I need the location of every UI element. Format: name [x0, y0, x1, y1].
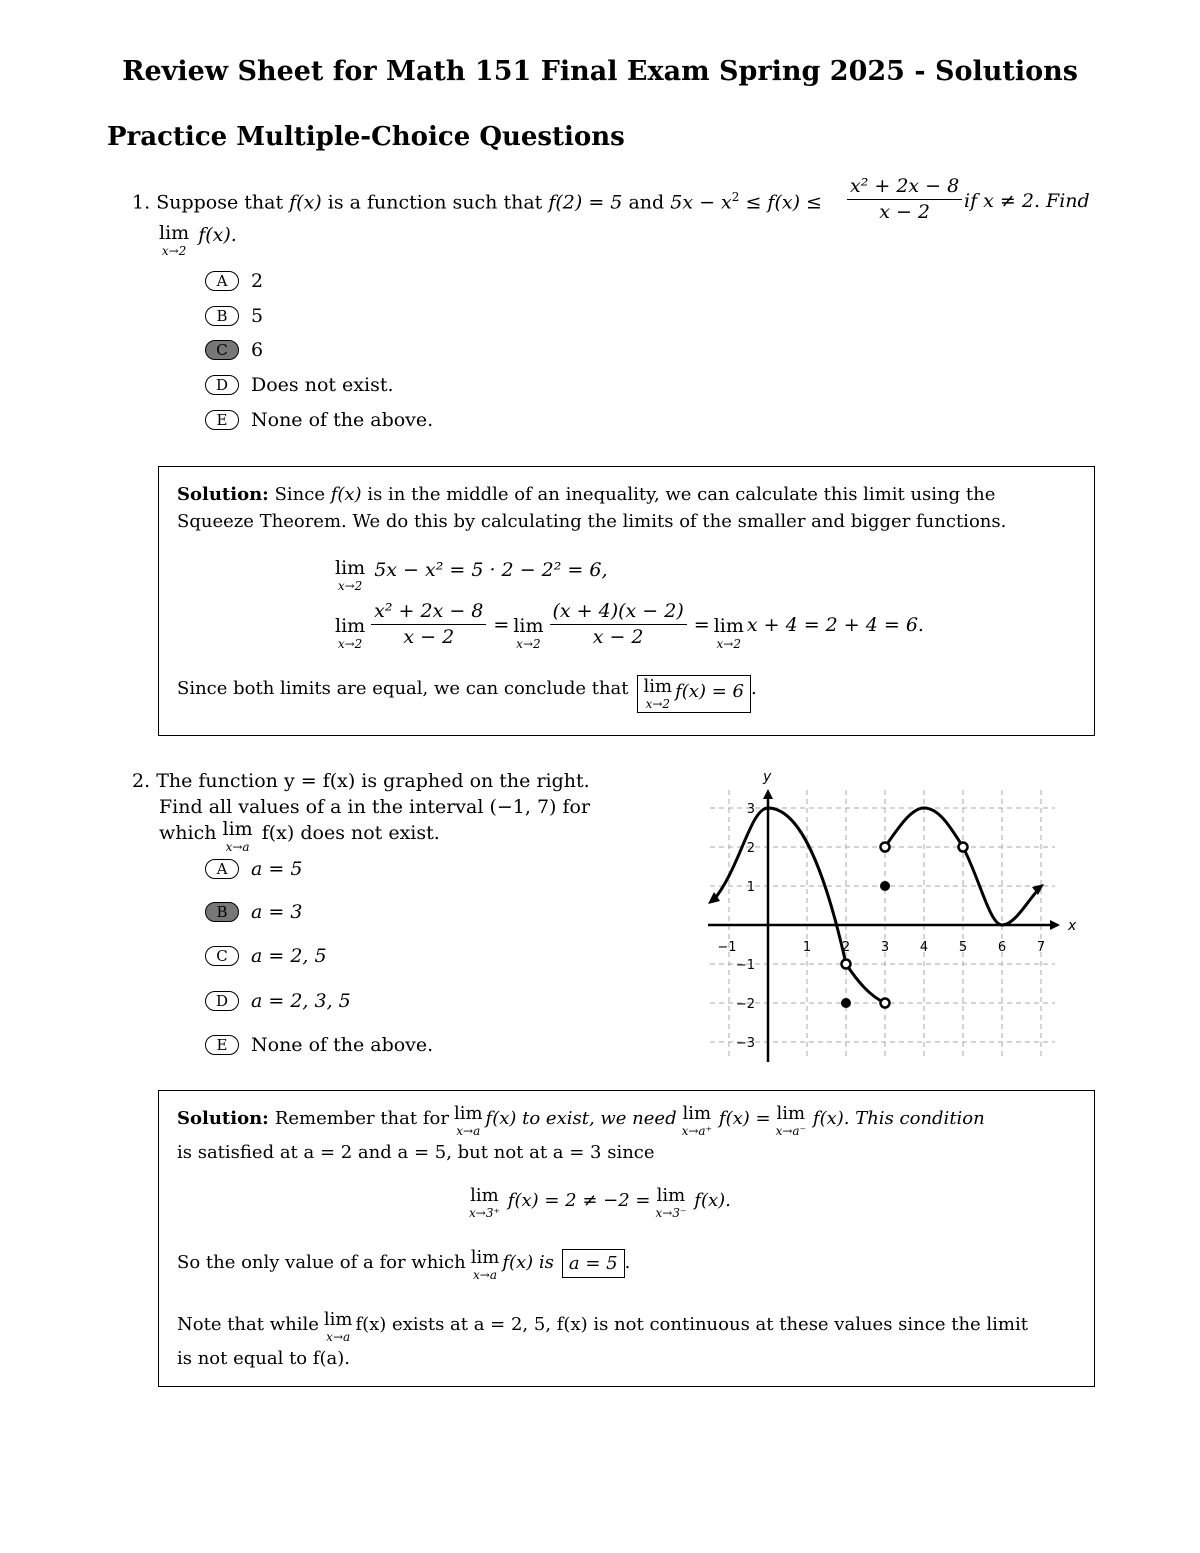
choice-text: 2 [251, 270, 264, 292]
lim-operator: lim [470, 1247, 500, 1268]
solution-text-d: f(x). This condition [812, 1108, 985, 1129]
open-point [881, 843, 890, 852]
choice-bubble[interactable]: C [205, 946, 239, 966]
q1-denominator: x − 2 [879, 200, 931, 223]
eq2-numerator-2: (x + 4)(x − 2) [550, 601, 687, 625]
solution-text-a: Since [274, 484, 325, 505]
lim-subscript: x→2 [337, 637, 363, 651]
q1-f2: f(2) = 5 [548, 191, 623, 214]
y-tick-label: −2 [735, 997, 755, 1012]
y-tick-label: 1 [746, 880, 755, 895]
q1-le: ≤ f(x) ≤ [745, 191, 822, 214]
y-axis-label: y [763, 769, 772, 785]
choice-text: 6 [251, 339, 264, 361]
x-tick-label: 5 [958, 940, 968, 955]
x-axis-arrow [1050, 920, 1060, 930]
lim-operator: lim [656, 1185, 686, 1206]
lim-subscript: x→2 [161, 244, 187, 258]
choice-bubble[interactable]: E [205, 410, 239, 430]
x-tick-label: 1 [802, 940, 812, 955]
choice-c[interactable] [205, 338, 263, 362]
x-tick-label: 4 [919, 940, 929, 955]
q1-lim-expression: f(x). [198, 224, 237, 246]
answer-text: f(x) = 6 [675, 681, 744, 702]
solution-line-2: is satisfied at a = 2 and a = 5, but not at a = 3 since [177, 1142, 655, 1163]
q1-and: and [628, 191, 665, 214]
x-tick-label: 6 [997, 940, 1007, 955]
choice-c[interactable] [205, 944, 327, 968]
q2-line-3a: which [159, 822, 217, 844]
lim-operator: lim [682, 1103, 712, 1124]
lim-operator: lim [643, 676, 673, 697]
lim-operator: lim [513, 615, 544, 637]
choice-text: None of the above. [251, 409, 434, 431]
note-text-a: Note that while [177, 1314, 319, 1335]
lim-subscript: x→a⁺ [681, 1124, 712, 1138]
solution-text-a: Remember that for [274, 1108, 449, 1129]
choice-e[interactable] [205, 1033, 433, 1057]
choice-text: Does not exist. [251, 374, 394, 396]
solution-text-b: f(x) to exist, we need [485, 1108, 677, 1129]
eq2-denominator-1: x − 2 [403, 626, 455, 648]
closed-point [841, 998, 851, 1008]
lim-operator: lim [470, 1185, 499, 1206]
choice-bubble-selected[interactable]: B [205, 902, 239, 922]
eq2-numerator-1: x² + 2x − 8 [371, 601, 486, 625]
note-text-c: is not equal to f(a). [177, 1348, 351, 1369]
q2-line-2: Find all values of a in the interval (−1, 7) for [159, 796, 591, 818]
curve-segment-2 [846, 964, 885, 1003]
conclusion-text-a: So the only value of a for which [177, 1252, 466, 1273]
page-title: Review Sheet for Math 151 Final Exam Spring 2025 - Solutions [122, 56, 1078, 87]
lim-subscript: x→2 [337, 579, 363, 593]
lim-operator: lim [335, 615, 366, 637]
closed-point [880, 881, 890, 891]
y-tick-label: −3 [735, 1036, 755, 1051]
function-graph [700, 765, 1085, 1065]
lim-subscript: x→2 [716, 637, 741, 651]
lim-subscript: x→a [326, 1330, 351, 1344]
y-tick-label: 2 [746, 841, 755, 856]
q2-line-1: The function y = f(x) is graphed on the right. [156, 770, 590, 792]
solution-label: Solution: [177, 1108, 269, 1129]
eq2-denominator-2: x − 2 [592, 626, 644, 648]
q1-text-1: Suppose that [156, 191, 284, 214]
choice-text: a = 2, 5 [251, 945, 327, 967]
conclusion-text: Since both limits are equal, we can conclude that [177, 678, 629, 699]
choice-d[interactable] [205, 989, 351, 1013]
lim-operator: lim [159, 222, 190, 244]
q1-upper-bound-fraction [847, 176, 962, 223]
choice-bubble[interactable]: A [205, 271, 239, 291]
equation-part-b: f(x). [694, 1190, 731, 1211]
answer-box [637, 675, 751, 713]
choice-text: a = 2, 3, 5 [251, 990, 351, 1012]
q1-fx: f(x) [289, 191, 322, 214]
equation-1: 5x − x² = 5 · 2 − 2² = 6, [374, 559, 608, 581]
solution-text-b: is in the middle of an inequality, we can calculate this limit using the Squeeze Theorem. We do this by calculating the limits of the smaller and bigger functions. [177, 484, 1007, 532]
solution-label: Solution: [177, 484, 269, 505]
equation-part-a: f(x) = 2 ≠ −2 = [507, 1190, 651, 1211]
equals-sign: = [493, 613, 510, 636]
q1-numerator: x² + 2x − 8 [847, 176, 962, 200]
lim-operator: lim [713, 615, 744, 637]
question-1-stem: 1. Suppose that f(x) is a function such that f(2) = 5 and $5x - x^2 \le f(x)$ ≤ $\frac{\text{x² + 2x − 8}}{x - 2}$ if x ≠ 2. Find lim x→2 f(x). [132, 175, 1090, 258]
q1-condition: if x ≠ 2. Find [964, 190, 1090, 212]
x-tick-label: 2 [841, 940, 851, 955]
solution-box-1: Solution: Since f(x) is in the middle of an inequality, we can calculate this limit using the Squeeze Theorem. We do this by calculating the limits of the smaller and bigger functions. lim x→2 5x − x² = 5 · 2 − 2² = 6, lim x→2 $\frac{\text{x² + 2x − 8}}{x - 2}$ = lim x→2 $\frac{(x + 4)(x - 2)}{x - 2}$ = lim x→2 x + 4 = 2 + 4 = 6. Since both limits are equal, we can conclude that lim x→2 f(x) = 6 . [158, 466, 1095, 736]
x-tick-label: 7 [1036, 940, 1046, 955]
open-point [959, 843, 968, 852]
lim-operator: lim [453, 1103, 483, 1124]
choice-text: a = 3 [251, 901, 303, 923]
solution-text-c: f(x) = [718, 1108, 771, 1129]
x-axis-label: x [1068, 918, 1077, 934]
lim-operator: lim [222, 818, 253, 840]
choice-bubble[interactable]: D [205, 375, 239, 395]
x-tick-label: −1 [717, 940, 737, 955]
question-2-stem [132, 768, 622, 853]
q1-lower-bound: 5x − x [670, 191, 732, 214]
lim-operator: lim [323, 1309, 353, 1330]
choice-a[interactable] [205, 269, 263, 293]
equals-sign: = [693, 613, 710, 636]
lim-subscript: x→a [473, 1268, 498, 1282]
q1-text-2: is a function such that [327, 191, 543, 214]
choice-bubble[interactable]: A [205, 859, 239, 879]
lim-subscript: x→2 [516, 637, 541, 651]
choice-d[interactable] [205, 373, 394, 397]
choice-bubble[interactable]: E [205, 1035, 239, 1055]
choice-text: a = 5 [251, 858, 303, 880]
solution-fx: f(x) [330, 484, 362, 505]
choice-bubble[interactable]: D [205, 991, 239, 1011]
choice-text: None of the above. [251, 1034, 434, 1056]
lim-operator: lim [335, 557, 366, 579]
choice-a[interactable] [205, 857, 302, 881]
y-tick-label: −1 [735, 958, 755, 973]
question-number: 2. [132, 770, 151, 792]
choice-b[interactable] [205, 304, 263, 328]
lim-subscript: x→a [225, 840, 250, 854]
lim-subscript: x→a⁻ [775, 1124, 806, 1138]
x-tick-labels [717, 940, 1045, 955]
lim-subscript: x→3⁺ [469, 1206, 500, 1220]
y-axis-arrow [763, 789, 773, 799]
open-point [842, 960, 851, 969]
section-heading: Practice Multiple-Choice Questions [107, 122, 625, 152]
eq2-tail: x + 4 = 2 + 4 = 6. [746, 613, 924, 636]
function-curves [712, 808, 1039, 1003]
question-number: 1. [132, 191, 151, 214]
choice-b[interactable] [205, 900, 302, 924]
choice-bubble-selected[interactable]: C [205, 340, 239, 360]
choice-bubble[interactable]: B [205, 306, 239, 326]
x-tick-label: 3 [880, 940, 890, 955]
note-text-b: f(x) exists at a = 2, 5, f(x) is not continuous at these values since the limit [355, 1314, 1028, 1335]
conclusion-text-b: f(x) is [502, 1252, 554, 1273]
lim-subscript: x→3⁻ [655, 1206, 687, 1220]
q2-line-3b: f(x) does not exist. [261, 822, 440, 844]
lim-subscript: x→a [456, 1124, 481, 1138]
y-tick-label: 3 [746, 802, 755, 817]
answer-box: a = 5 [562, 1249, 625, 1278]
solution-box-2: Solution: Remember that for lim x→a f(x) to exist, we need lim x→a⁺ f(x) = lim x→a⁻ f(x). This condition is satisfied at a = 2 and a = 5, but not at a = 3 since lim x→3⁺ f(x) = 2 ≠ −2 = lim x→3⁻ f(x). So the only value of a for which lim x→a f(x) is a = 5 . Note that while lim x→a f(x) exists at a = 2, 5, f(x) is not continuous at these values since the limit is not equal to f(a). [158, 1090, 1095, 1387]
lim-subscript: x→2 [645, 697, 671, 711]
choice-text: 5 [251, 305, 264, 327]
open-point [881, 999, 890, 1008]
lim-operator: lim [776, 1103, 806, 1124]
choice-e[interactable] [205, 408, 433, 432]
